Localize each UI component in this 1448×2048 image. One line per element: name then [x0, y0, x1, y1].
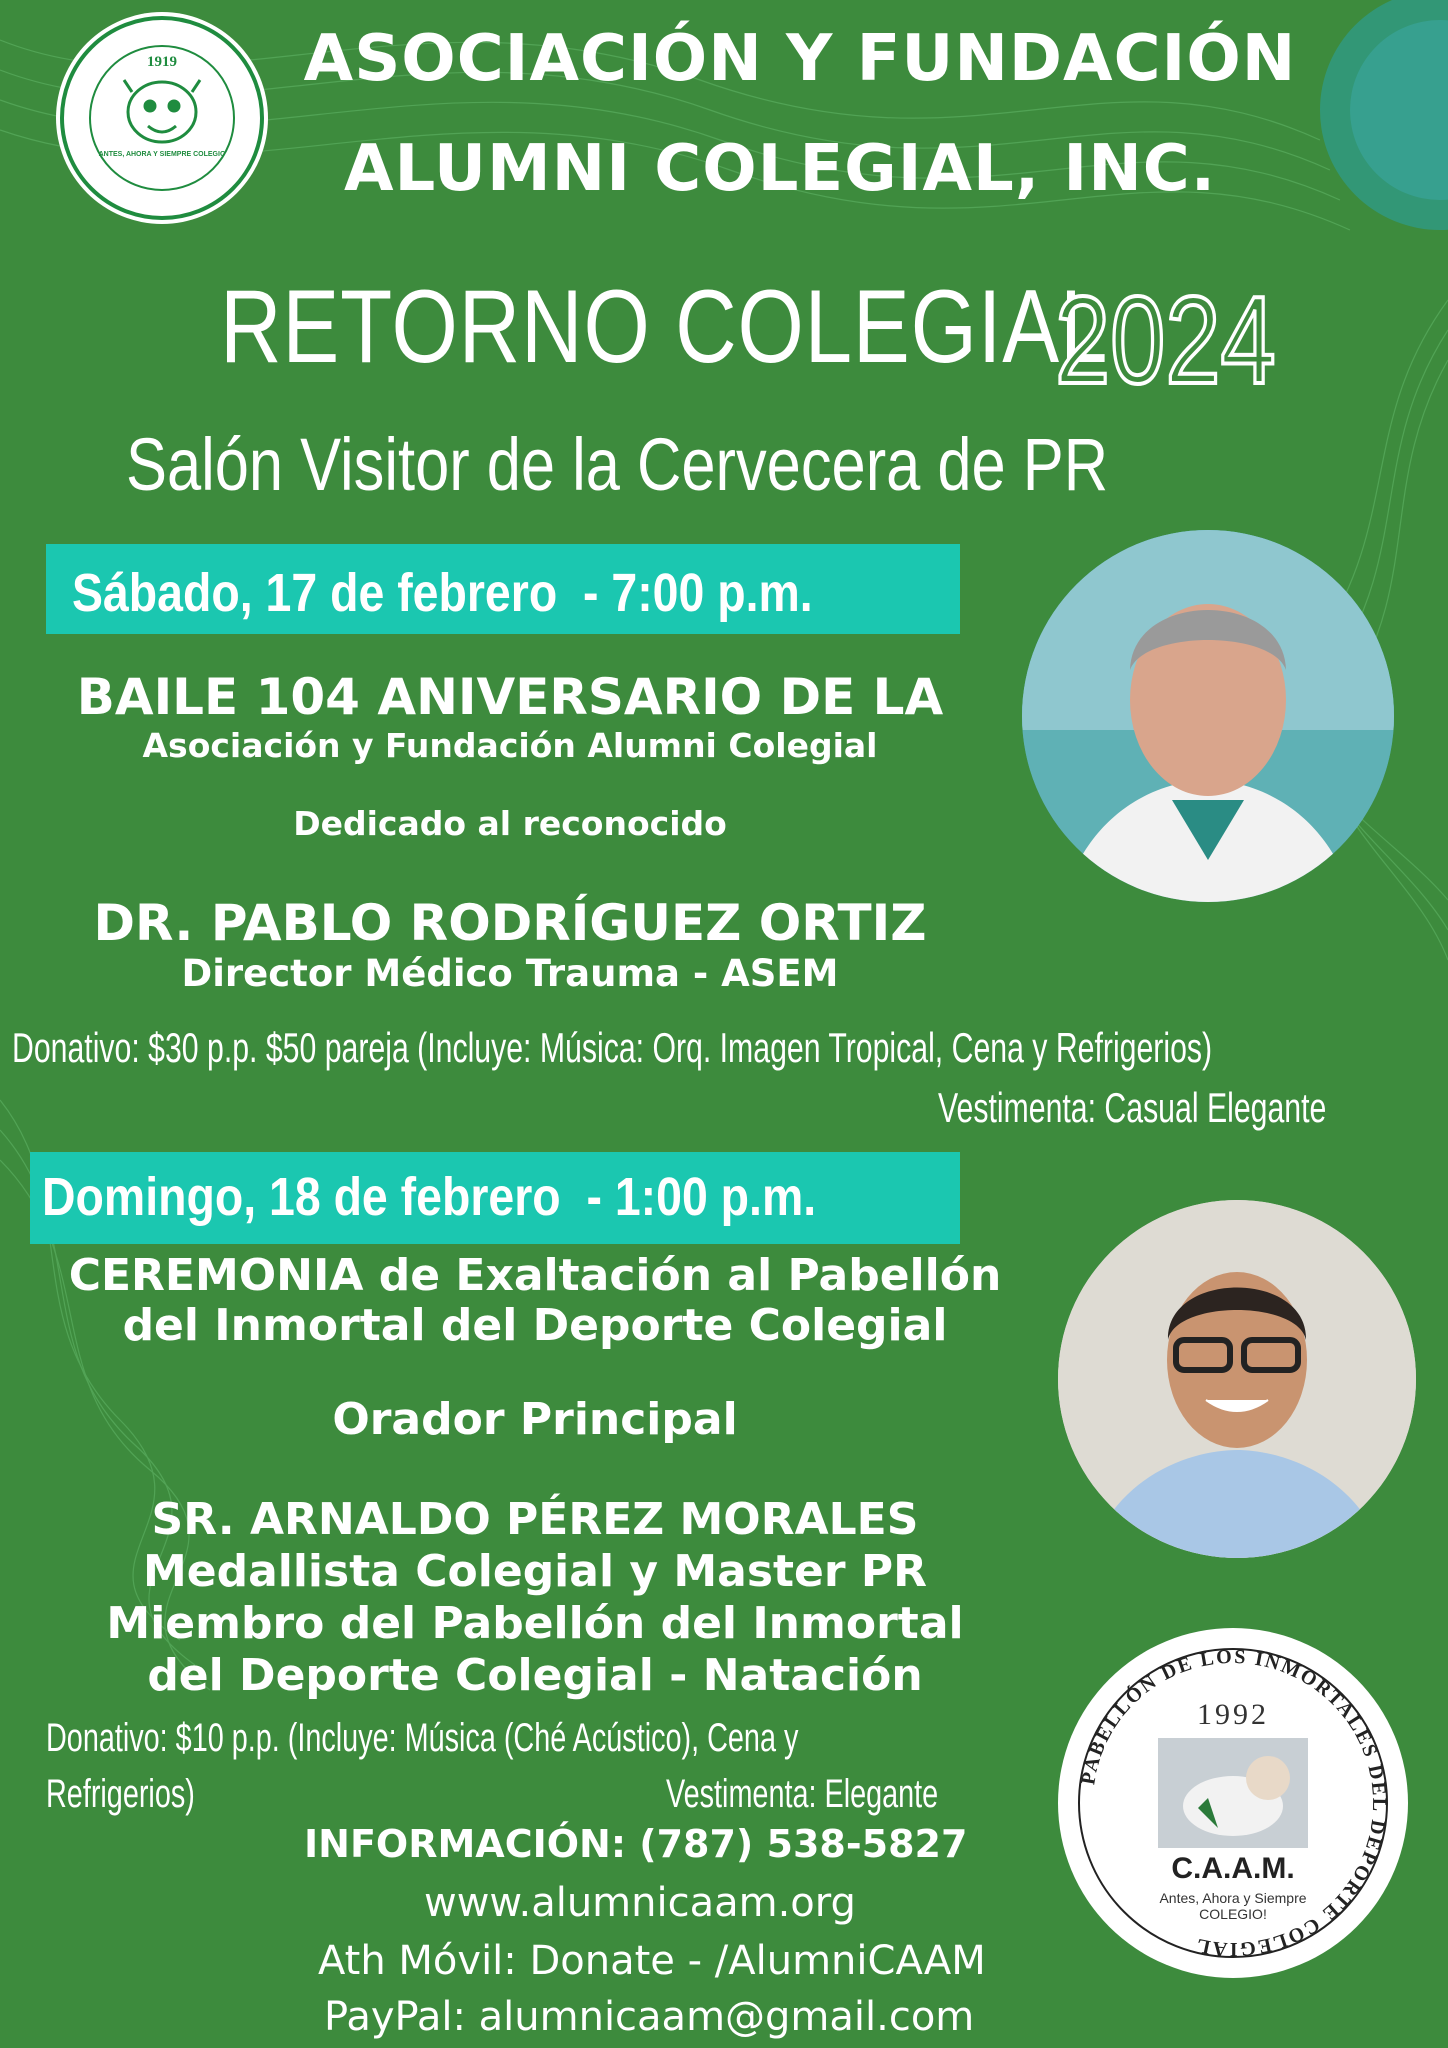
speaker-line3: del Deporte Colegial - Natación: [147, 1650, 923, 1701]
sunday-date: Domingo, 18 de febrero - 1:00 p.m.: [42, 1167, 817, 1227]
paypal-email[interactable]: PayPal: alumnicaam@gmail.com: [324, 1994, 975, 2040]
seal-year: 1992: [1197, 1698, 1269, 1731]
logo-year: 1919: [147, 54, 177, 70]
svg-text:PABELLÓN DE LOS INMORTALES DEL: PABELLÓN DE LOS INMORTALES DEL DEPORTE COLEGIAL: [1077, 1645, 1391, 1961]
website-link[interactable]: www.alumnicaam.org: [424, 1880, 856, 1926]
speaker-photo: [1058, 1200, 1416, 1558]
saturday-donation: Donativo: $30 p.p. $50 pareja (Incluye: Música: Orq. Imagen Tropical, Cena y Refrigerios): [12, 1024, 1213, 1071]
honoree-photo: [1022, 530, 1394, 902]
seal-name: C.A.A.M.: [1171, 1852, 1295, 1885]
event-title: RETORNO COLEGIAL: [220, 269, 1109, 385]
sunday-title-line1: CEREMONIA de Exaltación al Pabellón: [68, 1250, 1002, 1301]
org-name-line2: ALUMNI COLEGIAL, INC.: [343, 132, 1217, 206]
speaker-line1: Medallista Colegial y Master PR: [142, 1546, 928, 1597]
association-logo: [56, 12, 268, 224]
pabellon-seal: [1058, 1628, 1408, 1978]
org-name-line1: ASOCIACIÓN Y FUNDACIÓN: [303, 22, 1297, 96]
saturday-honoree: DR. PABLO RODRÍGUEZ ORTIZ: [93, 894, 927, 952]
person-portrait-icon: [1058, 1200, 1416, 1558]
info-phone[interactable]: INFORMACIÓN: (787) 538-5827: [304, 1822, 968, 1866]
logo-motto: ANTES, AHORA Y SIEMPRE COLEGIO: [98, 151, 226, 158]
sunday-donation-line2: Refrigerios): [46, 1772, 195, 1816]
logo-ring: [56, 12, 268, 224]
saturday-dedicated: Dedicado al reconocido: [293, 804, 727, 843]
seal-motto-line1: Antes, Ahora y Siempre: [1159, 1890, 1307, 1906]
saturday-honoree-role: Director Médico Trauma - ASEM: [181, 952, 839, 995]
speaker-line2: Miembro del Pabellón del Inmortal: [106, 1598, 964, 1649]
bulldog-icon: [124, 80, 200, 142]
ath-movil: Ath Móvil: Donate - /AlumniCAAM: [318, 1938, 986, 1984]
saturday-date: Sábado, 17 de febrero - 7:00 p.m.: [72, 563, 813, 623]
seal-motto-line2: COLEGIO!: [1199, 1906, 1267, 1922]
sunday-dress-code: Vestimenta: Elegante: [666, 1772, 939, 1816]
sunday-donation-line1: Donativo: $10 p.p. (Incluye: Música (Ché Acústico), Cena y: [46, 1716, 799, 1760]
speaker-name: SR. ARNALDO PÉREZ MORALES: [151, 1494, 919, 1545]
saturday-title: BAILE 104 ANIVERSARIO DE LA: [76, 668, 944, 726]
saturday-dress-code: Vestimenta: Casual Elegante: [938, 1084, 1327, 1131]
saturday-subtitle: Asociación y Fundación Alumni Colegial: [142, 726, 878, 765]
speaker-label: Orador Principal: [332, 1394, 738, 1445]
seal-motto: [1058, 1890, 1408, 1922]
person-portrait-icon: [1022, 530, 1394, 902]
venue: Salón Visitor de la Cervecera de PR: [126, 423, 1109, 506]
sunday-title-line2: del Inmortal del Deporte Colegial: [122, 1300, 948, 1351]
seal-ring-text: [1058, 1628, 1408, 1978]
bulldog-icon: [1158, 1738, 1308, 1848]
event-year: 2024: [1055, 272, 1276, 410]
